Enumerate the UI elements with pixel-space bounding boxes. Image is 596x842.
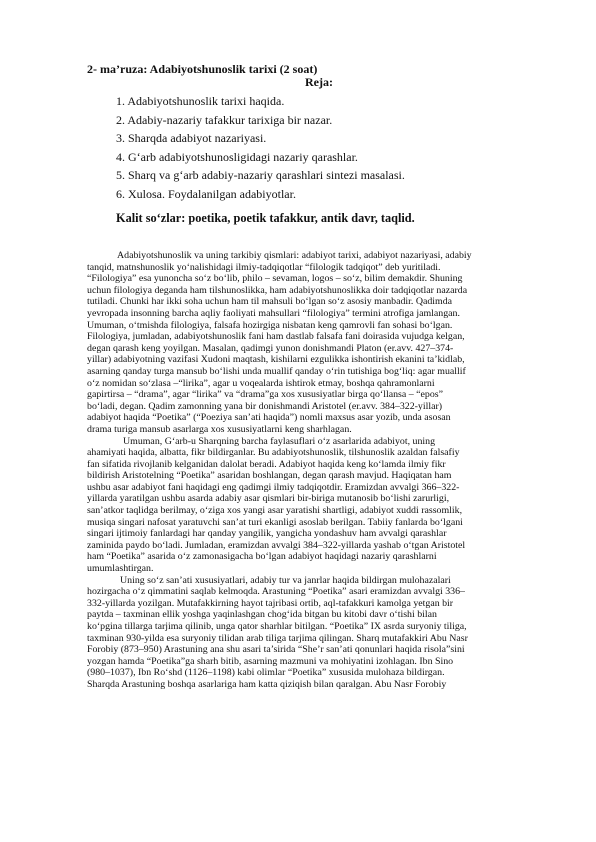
- body-line: ham “Poetika” asarida o‘z zamonasigacha bo‘lgan adabiyot haqidagi nazariy qarashlarni: [87, 551, 437, 563]
- body-line: ushbu asar adabiyot fani haqidagi eng qadimgi ilmiy tadqiqotdir. Eramizdan avvalgi 366–322-: [87, 481, 460, 493]
- paragraph-3: [87, 575, 507, 691]
- body-line: Sharqda Arastuning boshqa asarlariga ham katta qiziqish bilan qaralgan. Abu Nasr Forobiy: [87, 678, 447, 690]
- body-line: tutiladi. Chunki har ikki soha uchun ham til mahsuli bo‘lgan so‘z asosiy manbadir. Qadimda: [87, 296, 453, 308]
- body-line: san’atkor taqlidga berilmay, o‘ziga xos yangi asar yaratishi shartligi, adabiyot xuddi rassomlik,: [87, 505, 463, 517]
- body-line: Adabiyotshunoslik va uning tarkibiy qismlari: adabiyot tarixi, adabiyot nazariyasi, adabiy: [117, 250, 472, 261]
- body-line: fan sifatida rivojlanib kelganidan dalolat beradi. Adabiyot haqida keng ko‘lamda ilmiy fikr: [87, 458, 446, 470]
- lecture-body: [87, 250, 507, 691]
- body-line: Umuman, o‘tmishda filologiya, falsafa hozirgiga nisbatan keng qamrovli fan sohasi bo‘lgan.: [87, 319, 453, 331]
- body-line: Forobiy (873–950) Arastuning ana shu asari ta’sirida “She’r san’ati qonunlari haqida risola”sini: [87, 644, 465, 656]
- body-line: o‘z nomidan so‘zlasa –“lirika”, agar u voqealarda ishtirok etmay, boshqa qahramonlarni: [87, 377, 435, 389]
- plan-item: 5. Sharq va g‘arb adabiy-nazariy qarashlari sintezi masalasi.: [116, 168, 405, 183]
- body-line: asarning qanday turga mansub bo‘lishi unda muallif qanday o‘rin tutishiga bog‘liq: agar muallif: [87, 365, 466, 377]
- lecture-title: 2- ma’ruza: Adabiyotshunoslik tarixi (2 soat): [87, 62, 318, 76]
- body-line: (980–1037), Ibn Ro‘shd (1126–1198) kabi olimlar “Poetika” xususida mulohaza bildirgan.: [87, 667, 445, 679]
- plan-item: 6. Xulosa. Foydalanilgan adabiyotlar.: [116, 186, 296, 201]
- body-line: Umuman, G‘arb-u Sharqning barcha faylasuflari o‘z asarlarida adabiyot, uning: [123, 435, 436, 447]
- body-line: Uning so‘z san’ati xususiyatlari, adabiy tur va janrlar haqida bildirgan mulohazalari: [120, 574, 451, 586]
- body-line: musiqa singari nafosat yaratuvchi san’at turi ekanligi asoslab berilgan. Tabiiy fanlarda bo‘lgani: [87, 516, 463, 528]
- body-line: 332-yillarda yozilgan. Mutafakkirning hayot tajribasi ortib, aql-tafakkuri kamolga yetgan bir: [87, 597, 454, 609]
- paragraph-2: [87, 436, 507, 575]
- plan-item: 4. G‘arb adabiyotshunosligidagi nazariy qarashlar.: [116, 149, 358, 164]
- paragraph-1: [87, 250, 507, 436]
- body-line: yillarda yaratilgan ushbu asarda adabiy asar qismlari bir-biriga mutanosib bo‘lishi zarurligi,: [87, 493, 450, 505]
- body-line: paytda – taxminan ellik yoshga yaqinlashgan chog‘ida bitgan bu kitobi davr o‘tishi bilan: [87, 609, 437, 621]
- body-line: uchun filologiya deganda ham tilshunoslikka, ham adabiyotshunoslikka doir tadqiqotlar nazarda: [87, 284, 468, 296]
- body-line: hozirgacha o‘z qimmatini saqlab kelmoqda. Arastuning “Poetika” asari eramizdan avvalgi 336–: [87, 586, 465, 598]
- body-line: adabiyot haqida “Poetika” (“Poeziya san’ati haqida”) nomli maxsus asar yozib, unda asosan: [87, 412, 451, 424]
- body-line: yevropada insonning barcha aqliy faoliyati mahsullari “filologiya” termini atrofiga jamlangan.: [87, 307, 460, 319]
- body-line: bildirish Aristotelning “Poetika” asaridan boshlangan, degan qarash mavjud. Haqiqatan ham: [87, 470, 452, 482]
- plan-item: 2. Adabiy-nazariy tafakkur tarixiga bir nazar.: [116, 112, 333, 127]
- plan-item: 3. Sharqda adabiyot nazariyasi.: [116, 131, 267, 146]
- body-line: degan qarash keng yoyilgan. Masalan, qadimgi yunon donishmandi Platon (er.avv. 427–374-: [87, 342, 454, 354]
- plan-item: 1. Adabiyotshunoslik tarixi haqida.: [116, 94, 285, 108]
- body-line: zaminida paydo bo‘ladi. Jumladan, eramizdan avvalgi 384–322-yillarda yashab o‘tgan Aristotel: [87, 539, 466, 551]
- body-line: taxminan 930-yilda esa suryoniy tilidan arab tiliga tarjima qilingan. Sharq mutafakkiri Abu Nasr: [87, 632, 468, 644]
- body-line: yillar) adabiyotning vazifasi Xudoni maqtash, kishilarni ezgulikka ishontirish ekanini ta’kidlab,: [87, 354, 465, 366]
- body-line: bo‘ladi, degan. Qadim zamonning yana bir donishmandi Aristotel (er.avv. 384–322-yillar): [87, 400, 443, 412]
- body-line: “Filologiya” esa yunoncha so‘z bo‘lib, philo – sevaman, logos – so‘z, bilim demakdir. Shuning: [87, 273, 463, 285]
- body-line: Filologiya, jumladan, adabiyotshunoslik fani ham dastlab falsafa fani doirasida vujudga kelgan,: [87, 331, 465, 343]
- body-line: ahamiyati haqida, albatta, fikr bildirganlar. Bu adabiyotshunoslik, tilshunoslik azaldan falsafiy: [87, 447, 460, 459]
- keywords-line: Kalit so‘zlar: poetika, poetik tafakkur, antik davr, taqlid.: [116, 211, 415, 225]
- body-line: drama turiga mansub asarlarga xos xususiyatlarni keng sharhlagan.: [87, 423, 352, 435]
- body-line: ko‘pgina tillarga tarjima qilinib, unga qator sharhlar bitilgan. “Poetika” IX asrda suryoniy tiliga,: [87, 621, 467, 632]
- body-line: yozgan hamda “Poetika”ga sharh bitib, asarning mazmuni va mohiyatini izohlagan. Ibn Sino: [87, 655, 454, 667]
- plan-heading: Reja:: [305, 75, 333, 89]
- body-line: singari ijtimoiy fanlardagi har qanday yangilik, yangicha yondashuv ham avvalgi qarashlar: [87, 528, 447, 540]
- body-line: umumlashtirgan.: [87, 563, 154, 575]
- plan-list: [116, 92, 405, 204]
- body-line: gapirtirsa – “drama”, agar “lirika” va “drama”ga xos xususiyatlar birga qo‘llansa – “epos”: [87, 389, 443, 401]
- body-line: tanqid, matnshunoslik yo‘nalishidagi ilmiy-tadqiqotlar “filologik tadqiqot” deb yuritiladi.: [87, 261, 441, 273]
